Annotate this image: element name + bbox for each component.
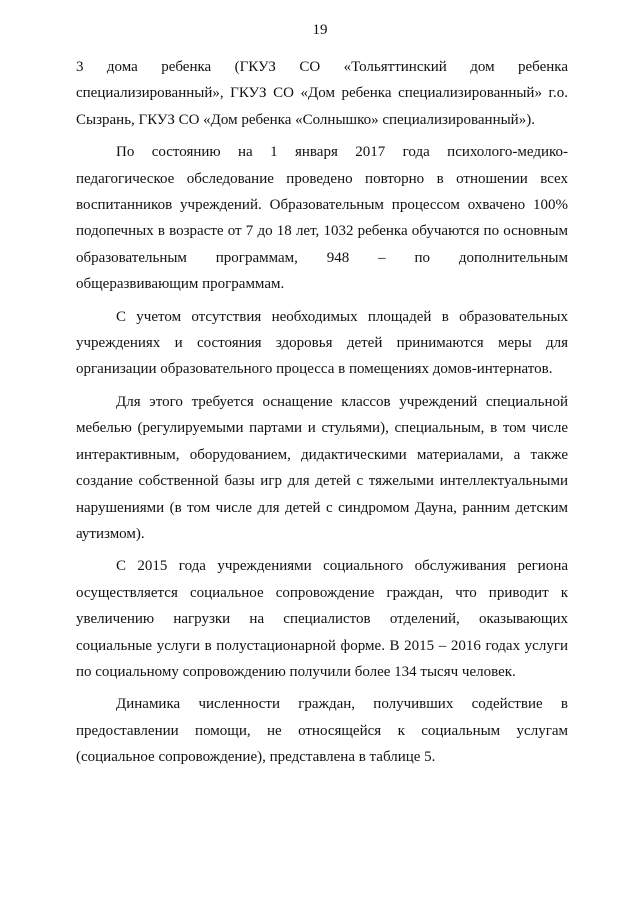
paragraph-social-support: С 2015 года учреждениями социального обслуживания региона осуществляется социальное сопровождение граждан, что приводит к увеличению нагрузки на специалистов отделений, оказывающих социальные услуги в полустационарной форме. В 2015 – 2016 годах услуги по социальному сопровождению получили более 134 тысяч человек. xyxy=(76,558,568,680)
document-body xyxy=(76,54,568,777)
paragraph-equipment-needs: Для этого требуется оснащение классов учреждений специальной мебелью (регулируемыми партами и стульями), специальным, в том числе интерактивным, оборудованием, дидактическими материалами, а также создание собственной базы игр для детей с тяжелыми интеллектуальными нарушениями (в том числе для детей с синдромом Дауна, ранним детским аутизмом). xyxy=(76,393,568,542)
paragraph-table-reference: Динамика численности граждан, получивших содействие в предоставлении помощи, не относящейся к социальным услугам (социальное сопровождение), представлена в таблице 5. xyxy=(76,696,568,766)
paragraph-institutions-list: 3 дома ребенка (ГКУЗ СО «Тольяттинский дом ребенка специализированный», ГКУЗ СО «Дом ребенка специализированный» г.о. Сызрань, ГКУЗ СО «Дом ребенка «Солнышко» специализированный»). xyxy=(76,59,568,128)
paragraph-education-measures: С учетом отсутствия необходимых площадей в образовательных учреждениях и состояния здоровья детей принимаются меры для организации образовательного процесса в помещениях домов-интернатов. xyxy=(76,308,568,378)
paragraph-examination-status: По состоянию на 1 января 2017 года психолого-медико-педагогическое обследование проведено повторно в отношении всех воспитанников учреждений. Образовательным процессом охвачено 100% подопечных в возрасте от 7 до 18 лет, 1032 ребенка обучаются по основным образовательным программам, 948 – по дополнительным общеразвивающим программам. xyxy=(76,144,568,293)
page-number: 19 xyxy=(312,22,328,38)
